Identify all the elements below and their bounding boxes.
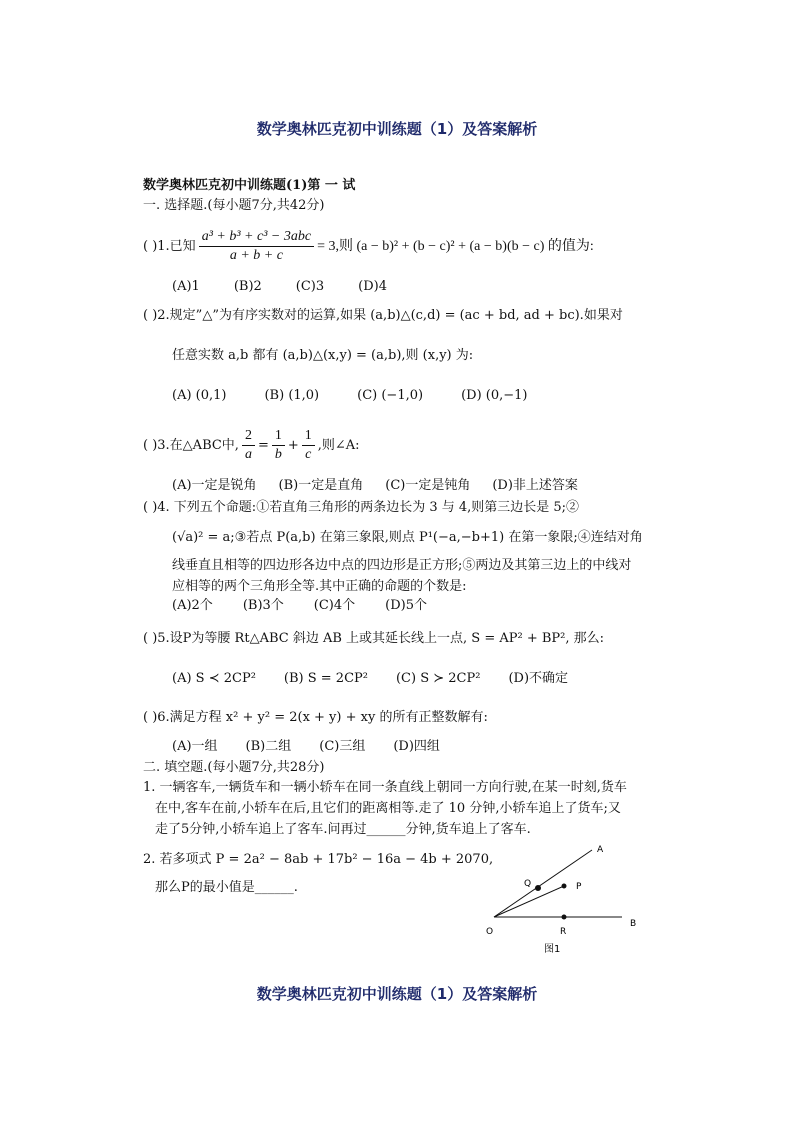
q3-option-a: (A)一定是锐角 [172,478,257,493]
q1-prefix: ( )1.已知 [143,238,196,254]
question-3 [143,427,360,464]
q6-option-d: (D)四组 [393,739,440,754]
part1-heading: 一. 选择题.(每小题7分,共42分) [143,198,325,213]
q5-options [172,671,568,687]
q6-option-c: (C)三组 [319,739,366,754]
q3-f2-num: 1 [272,427,285,446]
q5-option-a: (A) S ≺ 2CP² [172,671,256,686]
q6-option-a: (A)一组 [172,739,218,754]
point-r [562,915,567,920]
q1-rest: = 3,则 (a − b)² + (b − c)² + (a − b)(b − c) 的值为: [317,238,594,254]
q3-f1-num: 2 [242,427,255,446]
q3-f3-num: 1 [302,427,315,446]
q3-option-b: (B)一定是直角 [278,478,364,493]
q5-option-c: (C) S ≻ 2CP² [395,671,481,686]
q3-fraction-1 [242,427,255,464]
q5-option-d: (D)不确定 [508,671,569,686]
q4-option-b: (B)3个 [242,598,284,613]
label-p: P [576,882,582,892]
f2-line1: 2. 若多项式 P = 2a² − 8ab + 17b² − 16a − 4b + 2070, [143,852,494,867]
f1-line1: 1. 一辆客车,一辆货车和一辆小轿车在同一条直线上朝同一方向行驶,在某一时刻,货车 [143,780,627,795]
q3-plus: + [287,437,299,453]
q6-line1: ( )6.满足方程 x² + y² = 2(x + y) + xy 的所有正整数解有: [143,710,488,725]
point-q [535,885,541,891]
q3-option-d: (D)非上述答案 [492,478,578,493]
document-title: 数学奥林匹克初中训练题（1）及答案解析 [256,120,538,138]
q1-options [172,279,387,295]
q2-line2: 任意实数 a,b 都有 (a,b)△(x,y) = (a,b),则 (x,y) 为: [172,348,474,363]
q3-f2-den: b [274,447,282,462]
segment-op [494,886,564,917]
q2-option-d: (D) (0,−1) [461,388,528,403]
q3-options [172,478,578,494]
q1-option-b: (B)2 [233,279,262,294]
q6-options [172,739,440,755]
q3-fraction-2 [272,427,285,464]
q3-f3-den: c [305,447,312,462]
q4-line4: 应相等的两个三角形全等.其中正确的命题的个数是: [172,579,467,594]
label-q: Q [524,879,532,889]
footer-title: 数学奥林匹克初中训练题（1）及答案解析 [256,985,538,1003]
q4-line2: (√a)² = a;③若点 P(a,b) 在第三象限,则点 P¹(−a,−b+1) 在第一象限;④连结对角 [172,530,643,545]
q1-option-a: (A)1 [172,279,200,294]
q2-option-c: (C) (−1,0) [357,388,424,403]
q4-line3: 线垂直且相等的四边形各边中点的四边形是正方形;⑤两边及其第三边上的中线对 [172,558,632,573]
q1-option-d: (D)4 [358,279,387,294]
f2-line2: 那么P的最小值是______. [155,880,298,895]
q3-f1-den: a [244,447,252,462]
label-o: O [486,927,494,937]
q4-option-a: (A)2个 [172,598,213,613]
q3-fraction-3 [302,427,315,464]
point-p [562,884,567,889]
q2-option-a: (A) (0,1) [172,388,227,403]
q1-numerator: a³ + b³ + c³ − 3abc [199,228,314,247]
q5-line1: ( )5.设P为等腰 Rt△ABC 斜边 AB 上或其延长线上一点, S = AP² + BP², 那么: [143,631,605,646]
label-r: R [560,927,567,937]
q6-option-b: (B)二组 [245,739,292,754]
q2-option-b: (B) (1,0) [264,388,320,403]
label-a: A [597,845,604,855]
q1-option-c: (C)3 [295,279,325,294]
q1-denominator: a + b + c [229,248,283,263]
q4-line1: ( )4. 下列五个命题:①若直角三角形的两条边长为 3 与 4,则第三边长是 5;② [143,500,580,515]
q3-prefix: ( )3.在△ABC中, [143,437,239,453]
q5-option-b: (B) S = 2CP² [283,671,368,686]
geometry-figure [480,840,650,960]
figure-caption: 图1 [544,944,561,955]
q2-line1: ( )2.规定”△”为有序实数对的运算,如果 (a,b)△(c,d) = (ac + bd, ad + bc).如果对 [143,308,623,323]
q4-option-d: (D)5个 [385,598,427,613]
q1-fraction [199,228,314,265]
f1-line3: 走了5分钟,小轿车追上了客车.问再过______分钟,货车追上了客车. [155,822,531,837]
section-heading: 数学奥林匹克初中训练题(1)第 一 试 [143,178,356,193]
q2-options [172,388,528,404]
q3-rest: ,则∠A: [317,437,360,453]
q4-options [172,598,427,614]
label-b: B [630,919,637,929]
part2-heading: 二. 填空题.(每小题7分,共28分) [143,760,325,775]
question-1 [143,228,594,265]
q3-eq: = [257,437,269,453]
q4-option-c: (C)4个 [313,598,356,613]
q3-option-c: (C)一定是钝角 [385,478,471,493]
f1-line2: 在中,客车在前,小轿车在后,且它们的距离相等.走了 10 分钟,小轿车追上了货车;又 [155,801,621,816]
